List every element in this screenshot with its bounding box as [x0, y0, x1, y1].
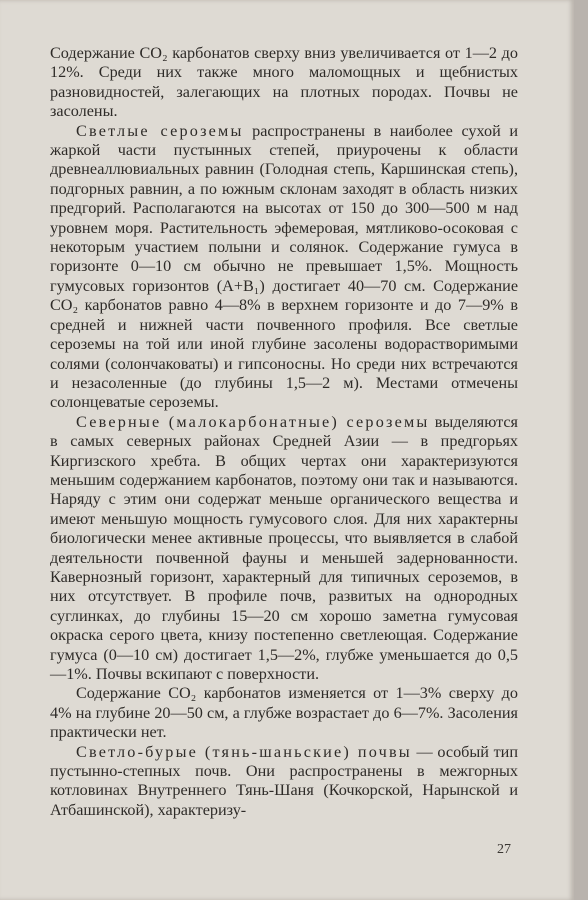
- page-number: 27: [497, 842, 511, 857]
- paragraph-text: Содержание CO₂ карбонатов сверху вниз увеличивается от 1—2 до 12%. Среди них также много маломощных и щебнистых разновидностей, залегающих на плотных породах. Почвы не засолены.: [50, 44, 518, 121]
- paragraph: [50, 44, 518, 122]
- paragraph-text: — особый тип пустынно-степных почв. Они распространены в межгорных котловинах Внутреннего Тянь-Шаня (Кочкорской, Нарынской и Атбашинской), характеризу-: [50, 742, 519, 819]
- paragraph: [50, 743, 518, 821]
- spaced-heading: Светло-бурые (тянь-шаньские) почвы: [76, 742, 412, 761]
- paragraph: [50, 684, 518, 742]
- paragraph-text: распространены в наиболее сухой и жаркой части пустынных степей, приурочены к области древнеаллювиальных равнин (Голодная степь, Каршинская степь), подгорных равнин, а по южным склонам заходят в область низких предгорий. Располагаются на высотах от 150 до 300—500 м над уровнем моря. Растительность эфемеровая, мятликово-осоковая с некоторым участием полыни и солянок. Содержание гумуса в горизонте 0—10 см обычно не превышает 1,5%. Мощность гумусовых горизонтов (A+B₁) достигает 40—70 см. Содержание CO₂ карбонатов равно 4—8% в верхнем горизонте и до 7—9% в средней и нижней части почвенного профиля. Все светлые сероземы на той или иной глубине засолены водорастворимыми солями (солончаковаты) и гипсоносны. Но среди них встречаются и незасоленные (до глубины 1,5—2 м). Местами отмечены солонцеватые сероземы.: [50, 121, 518, 412]
- paragraph: [50, 413, 518, 685]
- paragraph: [50, 122, 518, 413]
- paragraph-text: выделяются в самых северных районах Средней Азии — в предгорьях Киргизского хребта. В общих чертах они характеризуются меньшим содержанием карбонатов, поэтому они так и называются. Наряду с этим они содержат меньше органического вещества и имеют меньшую мощность гумусового слоя. Для них характерны биологически менее активные процессы, что выявляется в слабой деятельности почвенной фауны и меньшей задернованности. Кавернозный горизонт, характерный для типичных сероземов, в них отсутствует. В профиле почв, развитых на однородных суглинках, до глубины 15—20 см хорошо заметна гумусовая окраска серого цвета, книзу постепенно светлеющая. Содержание гумуса (0—10 см) достигает 1,5—2%, глубже уменьшается до 0,5—1%. Почвы вскипают с поверхности.: [50, 412, 518, 683]
- spaced-heading: Северные (малокарбонатные) сероземы: [76, 412, 430, 431]
- body-text: [50, 44, 518, 820]
- spaced-heading: Светлые сероземы: [76, 121, 244, 140]
- paragraph-text: Содержание CO₂ карбонатов изменяется от 1—3% сверху до 4% на глубине 20—50 см, а глубже возрастает до 6—7%. Засоления практически нет.: [50, 684, 518, 742]
